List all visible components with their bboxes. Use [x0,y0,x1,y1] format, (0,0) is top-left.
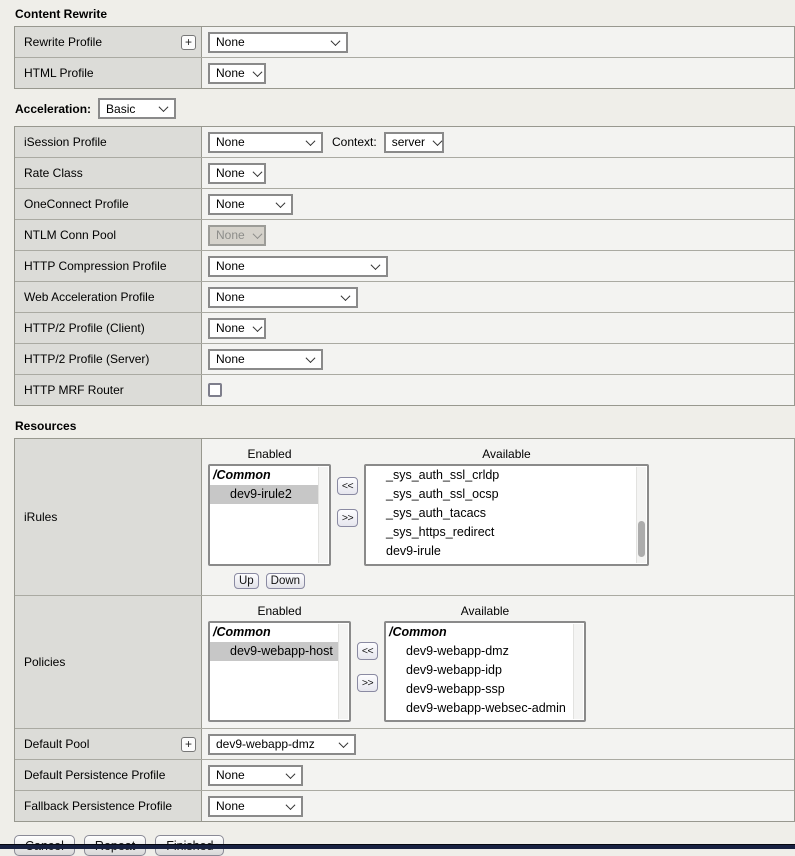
acceleration-label: Acceleration: [15,101,92,116]
http-mrf-router-label: HTTP MRF Router [24,383,124,397]
add-rewrite-profile-button[interactable]: + [181,35,196,50]
fallback-persistence-profile-select[interactable] [208,796,303,817]
add-pool-button[interactable]: + [181,737,196,752]
list-item[interactable]: _sys_auth_ssl_ocsp [386,487,499,501]
chevron-down-icon [286,769,296,779]
isession-profile-label: iSession Profile [24,135,107,149]
html-profile-row [15,58,794,88]
content-rewrite-table [14,26,795,89]
http-compression-profile-row [15,251,794,282]
chevron-down-icon [286,800,296,810]
chevron-down-icon [252,322,262,332]
chevron-down-icon [252,167,262,177]
partition-group-label: /Common [389,625,447,639]
web-acceleration-profile-select[interactable] [208,287,358,308]
list-item[interactable]: _sys_auth_ssl_crldp [386,468,500,482]
irules-enabled-listbox[interactable] [208,464,331,566]
oneconnect-profile-row [15,189,794,220]
default-pool-select[interactable] [208,734,356,755]
context-label: Context: [332,135,377,149]
scrollbar-track[interactable] [318,467,328,563]
list-item[interactable]: dev9-webapp-ssp [406,682,505,696]
chevron-down-icon [276,198,286,208]
section-title-resources: Resources [15,419,77,433]
context-value: server [391,135,426,149]
ntlm-conn-pool-label: NTLM Conn Pool [24,228,117,242]
chevron-down-icon [306,353,316,363]
acceleration-bar [15,98,795,119]
partition-group-label: /Common [213,625,271,639]
web-acceleration-profile-row [15,282,794,313]
scrollbar-thumb[interactable] [638,521,645,557]
irules-available-header: Available [482,447,531,461]
http-compression-profile-value: None [216,259,245,273]
chevron-down-icon [252,229,262,239]
rewrite-profile-row [15,27,794,58]
policies-available-listbox[interactable] [384,621,586,722]
irules-move-to-enabled-button[interactable]: << [337,477,358,495]
policies-label: Policies [24,655,66,669]
default-pool-label: Default Pool [24,737,90,751]
fallback-persistence-profile-row [15,791,794,821]
http2-profile-server-row [15,344,794,375]
html-profile-value: None [216,66,245,80]
context-select[interactable] [384,132,444,153]
ntlm-conn-pool-value: None [216,228,245,242]
list-item[interactable]: dev9-irule [386,544,441,558]
irules-enabled-header: Enabled [247,447,292,461]
rate-class-row [15,158,794,189]
policies-available-header: Available [460,604,510,618]
policies-move-to-available-button[interactable]: >> [357,674,378,692]
http2-profile-client-select[interactable] [208,318,266,339]
chevron-down-icon [341,291,351,301]
partition-group-label: /Common [213,468,271,482]
default-pool-value: dev9-webapp-dmz [216,737,315,751]
http-compression-profile-label: HTTP Compression Profile [24,259,167,273]
default-pool-row [15,729,794,760]
policies-enabled-listbox[interactable] [208,621,351,722]
http2-profile-client-value: None [216,321,245,335]
chevron-down-icon [371,260,381,270]
scrollbar-track[interactable] [338,624,348,719]
chevron-down-icon [339,738,349,748]
web-acceleration-profile-value: None [216,290,245,304]
rate-class-label: Rate Class [24,166,83,180]
http2-profile-server-value: None [216,352,245,366]
http2-profile-server-label: HTTP/2 Profile (Server) [24,352,150,366]
list-item[interactable]: dev9-webapp-idp [406,663,502,677]
default-persistence-profile-select[interactable] [208,765,303,786]
list-item[interactable]: dev9-webapp-websec-admin [406,701,566,715]
default-persistence-profile-label: Default Persistence Profile [24,768,166,782]
fallback-persistence-profile-label: Fallback Persistence Profile [24,799,173,813]
ntlm-conn-pool-row [15,220,794,251]
rewrite-profile-select[interactable] [208,32,348,53]
policies-enabled-header: Enabled [257,604,302,618]
acceleration-select[interactable] [98,98,176,119]
http2-profile-client-label: HTTP/2 Profile (Client) [24,321,145,335]
fallback-persistence-profile-value: None [216,799,245,813]
html-profile-label: HTML Profile [24,66,94,80]
http-mrf-router-checkbox[interactable] [208,383,222,397]
list-item[interactable]: dev9-irule2 [210,485,318,504]
rate-class-value: None [216,166,245,180]
list-item[interactable]: _sys_https_redirect [386,525,495,539]
oneconnect-profile-select[interactable] [208,194,293,215]
section-title-content-rewrite: Content Rewrite [15,7,108,21]
chevron-down-icon [159,102,169,112]
isession-profile-value: None [216,135,245,149]
policies-move-to-enabled-button[interactable]: << [357,642,378,660]
chevron-down-icon [306,136,316,146]
chevron-down-icon [252,67,262,77]
resources-table [14,438,795,822]
isession-profile-select[interactable] [208,132,323,153]
http2-profile-client-row [15,313,794,344]
html-profile-select[interactable] [208,63,266,84]
rate-class-select[interactable] [208,163,266,184]
chevron-down-icon [433,136,443,146]
list-item[interactable]: dev9-webapp-dmz [406,644,509,658]
irules-label: iRules [24,510,58,524]
scrollbar-track[interactable] [573,624,583,719]
irules-move-to-available-button[interactable]: >> [337,509,358,527]
acceleration-table [14,126,795,406]
irules-down-button[interactable]: Down [266,573,305,589]
web-acceleration-profile-label: Web Acceleration Profile [24,290,155,304]
list-item[interactable]: dev9-webapp-host [210,642,338,661]
isession-profile-row [15,127,794,158]
rewrite-profile-value: None [216,35,245,49]
ntlm-conn-pool-select [208,225,266,246]
chevron-down-icon [331,36,341,46]
rewrite-profile-label: Rewrite Profile [24,35,103,49]
default-persistence-profile-row [15,760,794,791]
irules-row [15,439,794,596]
http-compression-profile-select[interactable] [208,256,388,277]
bottom-divider-bar [0,844,795,849]
http-mrf-router-row [15,375,794,405]
list-item[interactable]: _sys_auth_tacacs [386,506,487,520]
acceleration-value: Basic [106,101,136,116]
irules-available-listbox[interactable] [364,464,649,566]
oneconnect-profile-label: OneConnect Profile [24,197,129,211]
default-persistence-profile-value: None [216,768,245,782]
policies-row [15,596,794,729]
irules-up-button[interactable]: Up [234,573,259,589]
oneconnect-profile-value: None [216,197,245,211]
http2-profile-server-select[interactable] [208,349,323,370]
